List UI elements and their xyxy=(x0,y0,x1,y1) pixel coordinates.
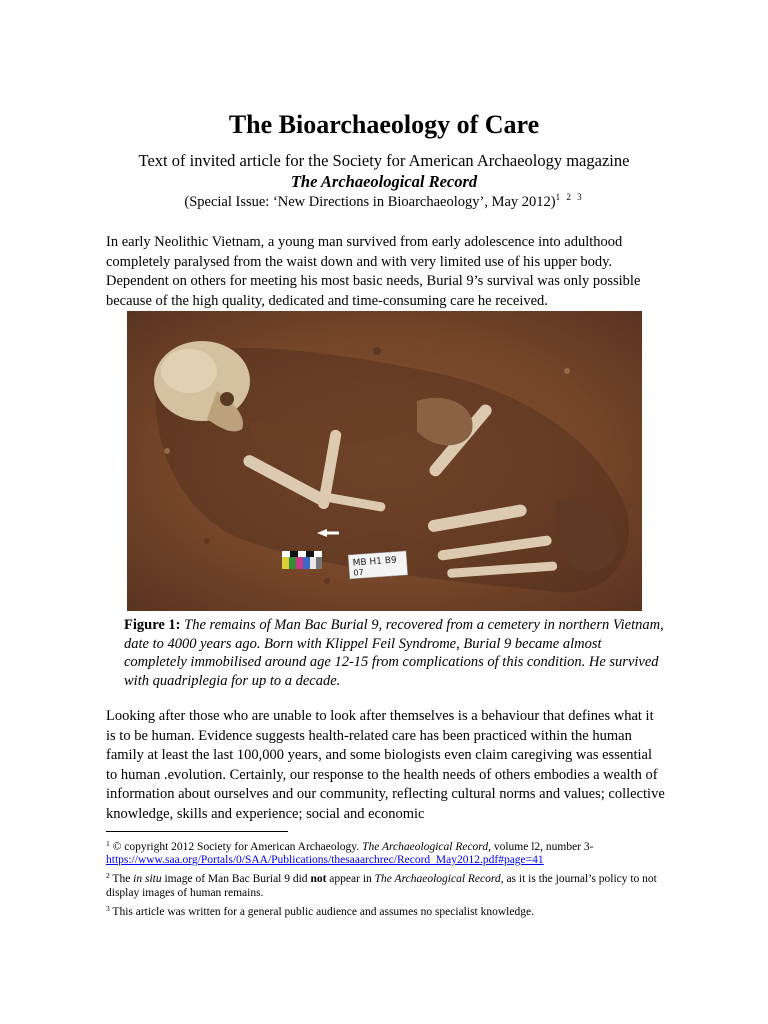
footnote-text: © copyright 2012 Society for American Archaeology. xyxy=(109,841,363,853)
colour-scale xyxy=(282,551,322,569)
footnote-italic: in situ xyxy=(133,873,162,886)
footnotes xyxy=(106,837,666,921)
footnote-separator xyxy=(106,831,288,832)
footnote-text: , as it is the journal’s policy to not display images of human remains. xyxy=(106,873,657,899)
footnote-text: This article was written for a general public audience and assumes no specialist knowledge. xyxy=(109,905,534,918)
footnote-journal: The Archaeological Record xyxy=(374,873,501,886)
body-paragraph: Looking after those who are unable to look after themselves is a behaviour that defines what it is to be human. Evidence suggests health-related care has been practiced within the human family at least the last 100,000 years, and some biologists even claim caregiving was essential to human .evolution. Certainly, our response to the health needs of others embodies a wealth of information about ourselves and our community, reflecting cultural norms and values; collective knowledge, skills and experience; social and economic xyxy=(106,708,665,822)
footnote-1 xyxy=(106,837,666,867)
intro-paragraph: In early Neolithic Vietnam, a young man survived from early adolescence into adulthood completely paralysed from the waist down and with very limited use of his upper body. Dependent on others for meeting his most basic needs, Burial 9’s survival was only possible because of the high quality, dedicated and time-consuming care he received. xyxy=(106,234,641,309)
footnote-mark: 2 xyxy=(106,871,110,881)
caption-text: The remains of Man Bac Burial 9, recovered from a cemetery in northern Vietnam, date to 4000 years ago. Born with Klippel Feil Syndrome, Burial 9 became almost completely immobilised around age 12-15 from complications of this condition. He survived with quadriplegia for up to a decade. xyxy=(124,617,664,689)
site-tag xyxy=(348,551,408,579)
footnote-text: The xyxy=(109,873,134,886)
footnote-3 xyxy=(106,902,666,919)
journal-title: The Archaeological Record xyxy=(290,172,478,191)
special-issue-text: (Special Issue: ‘New Directions in Bioarchaeology’, May 2012) xyxy=(184,194,556,210)
footnote-bold: not xyxy=(310,873,327,886)
footnote-journal: The Archaeological Record xyxy=(362,841,489,853)
footnote-text: appear in xyxy=(326,873,375,886)
site-tag-line1: MB H1 B9 xyxy=(352,555,398,569)
footnote-mark: 3 xyxy=(106,903,110,913)
page-title: The Bioarchaeology of Care xyxy=(228,110,540,139)
footnote-text: image of Man Bac Burial 9 did xyxy=(161,873,311,886)
excavation-photo xyxy=(127,311,642,611)
subtitle: Text of invited article for the Society for American Archaeology magazine xyxy=(138,151,630,170)
footnote-refs: 1 2 3 xyxy=(555,192,584,202)
footnote-mark: 1 xyxy=(106,839,110,848)
footnote-2 xyxy=(106,869,666,899)
figure-caption xyxy=(124,616,664,690)
caption-label: Figure 1: xyxy=(124,617,181,633)
footnote-text: , volume l2, number 3- xyxy=(488,841,594,853)
special-issue-line xyxy=(0,192,768,211)
site-tag-line2: 07 xyxy=(353,567,364,578)
footnote-link[interactable]: https://www.saa.org/Portals/0/SAA/Publications/thesaaarchrec/Record_May2012.pdf#page=41 xyxy=(106,854,544,867)
